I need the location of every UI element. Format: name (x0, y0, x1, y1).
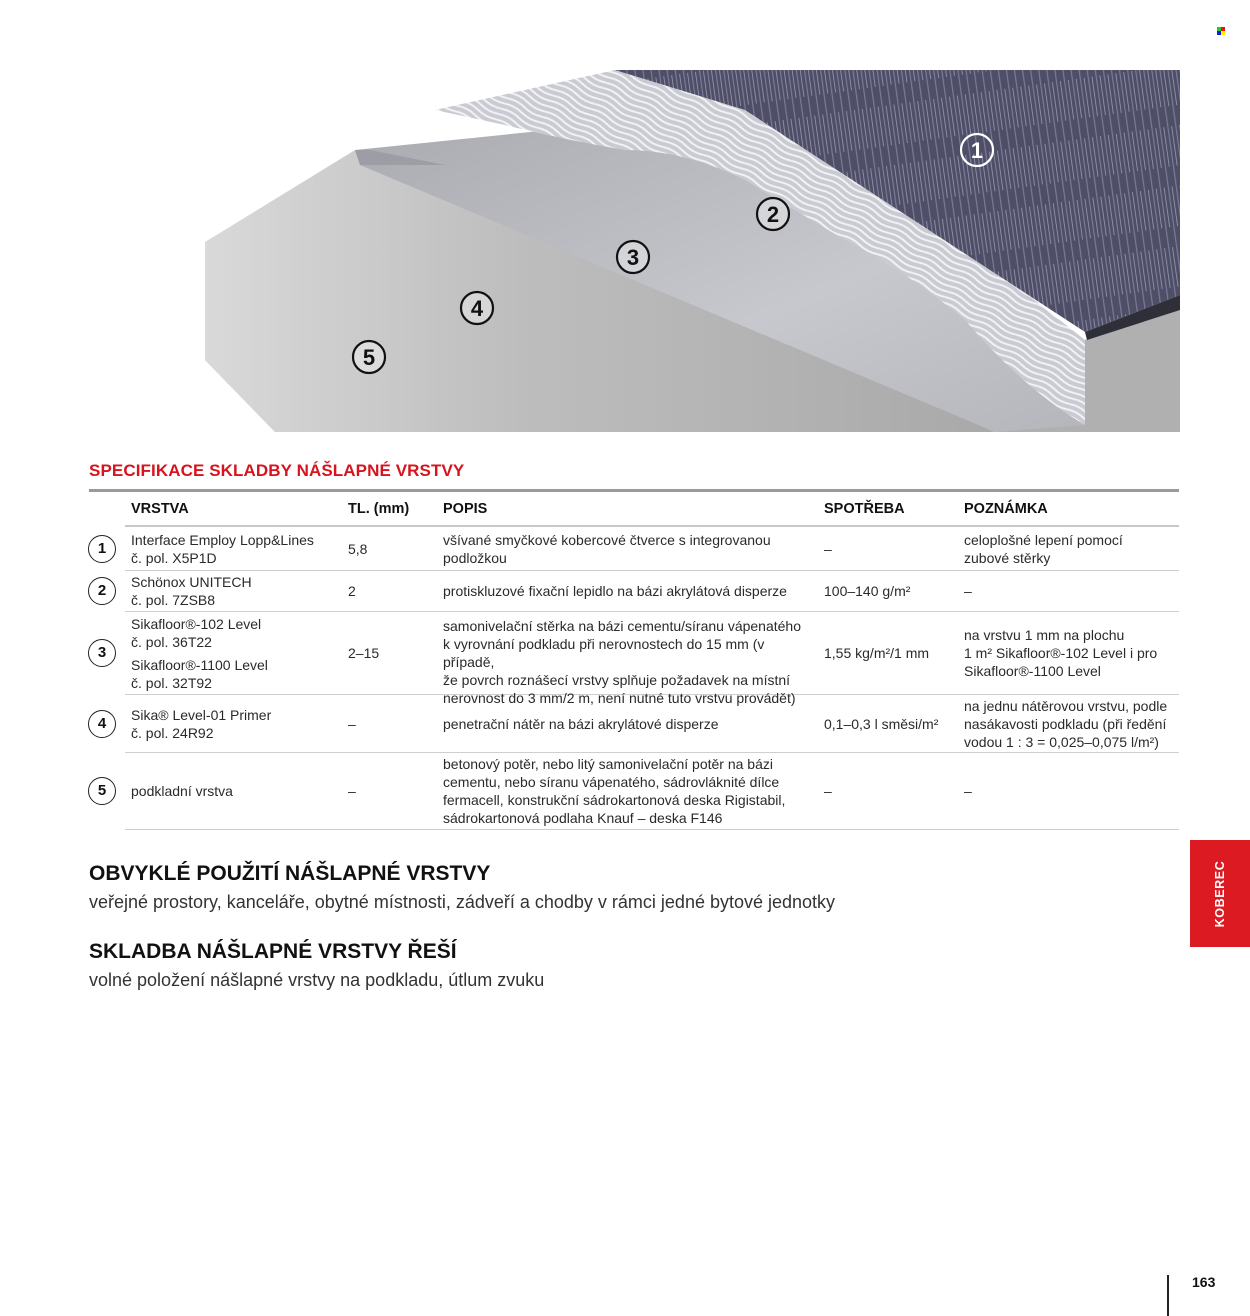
cell-line: podložkou (443, 549, 507, 566)
cell-line: Schönox UNITECH (131, 574, 252, 590)
cell-line: – (824, 783, 832, 799)
cell-line: na vrstvu 1 mm na plochu (964, 627, 1125, 643)
cell-vrstva (131, 573, 341, 609)
cell-poznamka (964, 531, 1184, 567)
layer-number-badge: 5 (88, 777, 116, 805)
cell-popis (443, 617, 818, 707)
cell-line: č. pol. 36T22 (131, 633, 212, 650)
svg-text:2: 2 (766, 202, 780, 227)
spec-section-title: SPECIFIKACE SKLADBY NÁŠLAPNÉ VRSTVY (89, 461, 465, 480)
cell-line: že povrch roznášecí vrstvy splňuje požadavek na místní (443, 672, 791, 688)
cell-line: 2 (348, 583, 356, 599)
cell-spotreba (824, 715, 959, 733)
svg-text:3: 3 (626, 245, 640, 270)
table-body (89, 527, 1179, 830)
marker-2 (757, 198, 789, 230)
layer-number-badge: 2 (88, 577, 116, 605)
cell-line: č. pol. 24R92 (131, 724, 214, 741)
cell-popis (443, 755, 818, 827)
cell-line: fermacell, konstrukční sádrokartonová deska Rigistabil, (443, 792, 786, 808)
layer-number-badge: 4 (88, 710, 116, 738)
cell-line: Interface Employ Lopp&Lines (131, 531, 314, 548)
cell-line: podkladní vrstva (131, 783, 233, 799)
cell-line: na jednu nátěrovou vrstvu, podle (964, 698, 1168, 714)
layer-number-badge: 1 (88, 535, 116, 563)
cell-poznamka (964, 782, 1184, 800)
table-header (125, 492, 1179, 527)
cell-spotreba (824, 582, 959, 600)
cell-popis (443, 531, 818, 567)
cell-tl (348, 715, 438, 733)
section-tab-label: KOBEREC (1213, 860, 1227, 927)
cell-line: 2–15 (348, 645, 380, 661)
cell-line: nerovnost do 3 mm/2 m, není nutné tuto vrstvu provádět) (443, 690, 796, 706)
page-number: 163 (1192, 1274, 1216, 1290)
col-header-tl: TL. (mm) (348, 501, 410, 517)
floor-layers-illustration (205, 70, 1180, 432)
cell-line: penetrační nátěr na bázi akrylátové disperze (443, 715, 719, 732)
cell-line: č. pol. 32T92 (131, 674, 212, 691)
usage-text: veřejné prostory, kanceláře, obytné místnosti, zádveří a chodby v rámci jedné bytové jednotky (89, 892, 836, 912)
solves-text: volné položení nášlapné vrstvy na podkladu, útlum zvuku (89, 970, 545, 990)
cell-tl (348, 540, 438, 558)
cell-line: – (348, 783, 356, 799)
svg-text:1: 1 (970, 138, 984, 163)
cell-vrstva (131, 615, 341, 692)
cell-poznamka (964, 582, 1184, 600)
cell-line: č. pol. X5P1D (131, 549, 217, 566)
cell-vrstva (131, 706, 341, 742)
svg-text:5: 5 (362, 345, 376, 370)
cell-line: – (348, 715, 356, 732)
marker-4 (461, 292, 493, 324)
cell-tl (348, 582, 438, 600)
cell-line: nasákavosti podkladu (při ředění (964, 716, 1167, 732)
cell-spotreba (824, 782, 959, 800)
cell-popis (443, 715, 818, 733)
cell-spotreba (824, 644, 959, 662)
cell-line: všívané smyčkové kobercové čtverce s integrovanou (443, 531, 771, 548)
table-row (97, 571, 1179, 612)
cell-spotreba (824, 540, 959, 558)
table-row (97, 527, 1179, 571)
cell-tl (348, 782, 438, 800)
cell-vrstva (131, 531, 341, 567)
col-header-spotreba: SPOTŘEBA (824, 501, 905, 517)
cell-line: Sikafloor®-1100 Level (131, 656, 268, 673)
cell-poznamka (964, 697, 1184, 751)
section-tab-koberec[interactable] (1190, 840, 1250, 947)
cell-line: Sika® Level-01 Primer (131, 706, 272, 723)
cell-line: 100–140 g/m² (824, 583, 911, 599)
marker-5 (353, 341, 385, 373)
svg-text:4: 4 (470, 296, 484, 321)
cell-line: cementu, nebo síranu vápenatého, sádrovláknité dílce (443, 774, 780, 790)
table-row (97, 753, 1179, 830)
page-number-divider (1167, 1275, 1169, 1316)
col-header-popis: POPIS (443, 501, 488, 517)
cell-line: vodou 1 : 3 = 0,025–0,075 l/m²) (964, 734, 1159, 750)
cell-line: – (964, 783, 972, 799)
usage-heading: OBVYKLÉ POUŽITÍ NÁŠLAPNÉ VRSTVY (89, 862, 491, 885)
cell-line: – (964, 583, 972, 599)
cell-poznamka (964, 626, 1184, 680)
cell-line: samonivelační stěrka na bázi cementu/síranu vápenatého (443, 618, 801, 634)
col-header-vrstva: VRSTVA (131, 501, 189, 517)
spec-table (89, 489, 1179, 830)
col-header-poznamka: POZNÁMKA (964, 501, 1048, 517)
cell-line: celoplošné lepení pomocí (964, 531, 1123, 548)
cell-tl (348, 644, 438, 662)
layer-number-badge: 3 (88, 639, 116, 667)
marker-3 (617, 241, 649, 273)
cell-line: betonový potěr, nebo litý samonivelační potěr na bázi (443, 756, 773, 772)
cell-line: protiskluzové fixační lepidlo na bázi akrylátová disperze (443, 583, 787, 599)
cell-line: k vyrovnání podkladu při nerovnostech do 15 mm (v případě, (443, 636, 765, 670)
cell-line: 0,1–0,3 l směsi/m² (824, 715, 939, 732)
cell-line: sádrokartonová podlaha Knauf – deska F146 (443, 810, 723, 826)
table-row (97, 695, 1179, 753)
cell-line: 1 m² Sikafloor®-102 Level i pro (964, 645, 1158, 661)
cell-line: zubové stěrky (964, 549, 1051, 566)
solves-heading: SKLADBA NÁŠLAPNÉ VRSTVY ŘEŠÍ (89, 940, 457, 963)
cell-line: Sikafloor®-1100 Level (964, 663, 1101, 679)
print-registration-mark (1217, 27, 1225, 35)
cell-popis (443, 582, 818, 600)
cell-line: – (824, 540, 832, 557)
cell-vrstva (131, 782, 341, 800)
cell-line: Sikafloor®-102 Level (131, 615, 262, 632)
cell-line: 5,8 (348, 540, 368, 557)
cell-line: č. pol. 7ZSB8 (131, 592, 216, 608)
cell-line: 1,55 kg/m²/1 mm (824, 645, 930, 661)
